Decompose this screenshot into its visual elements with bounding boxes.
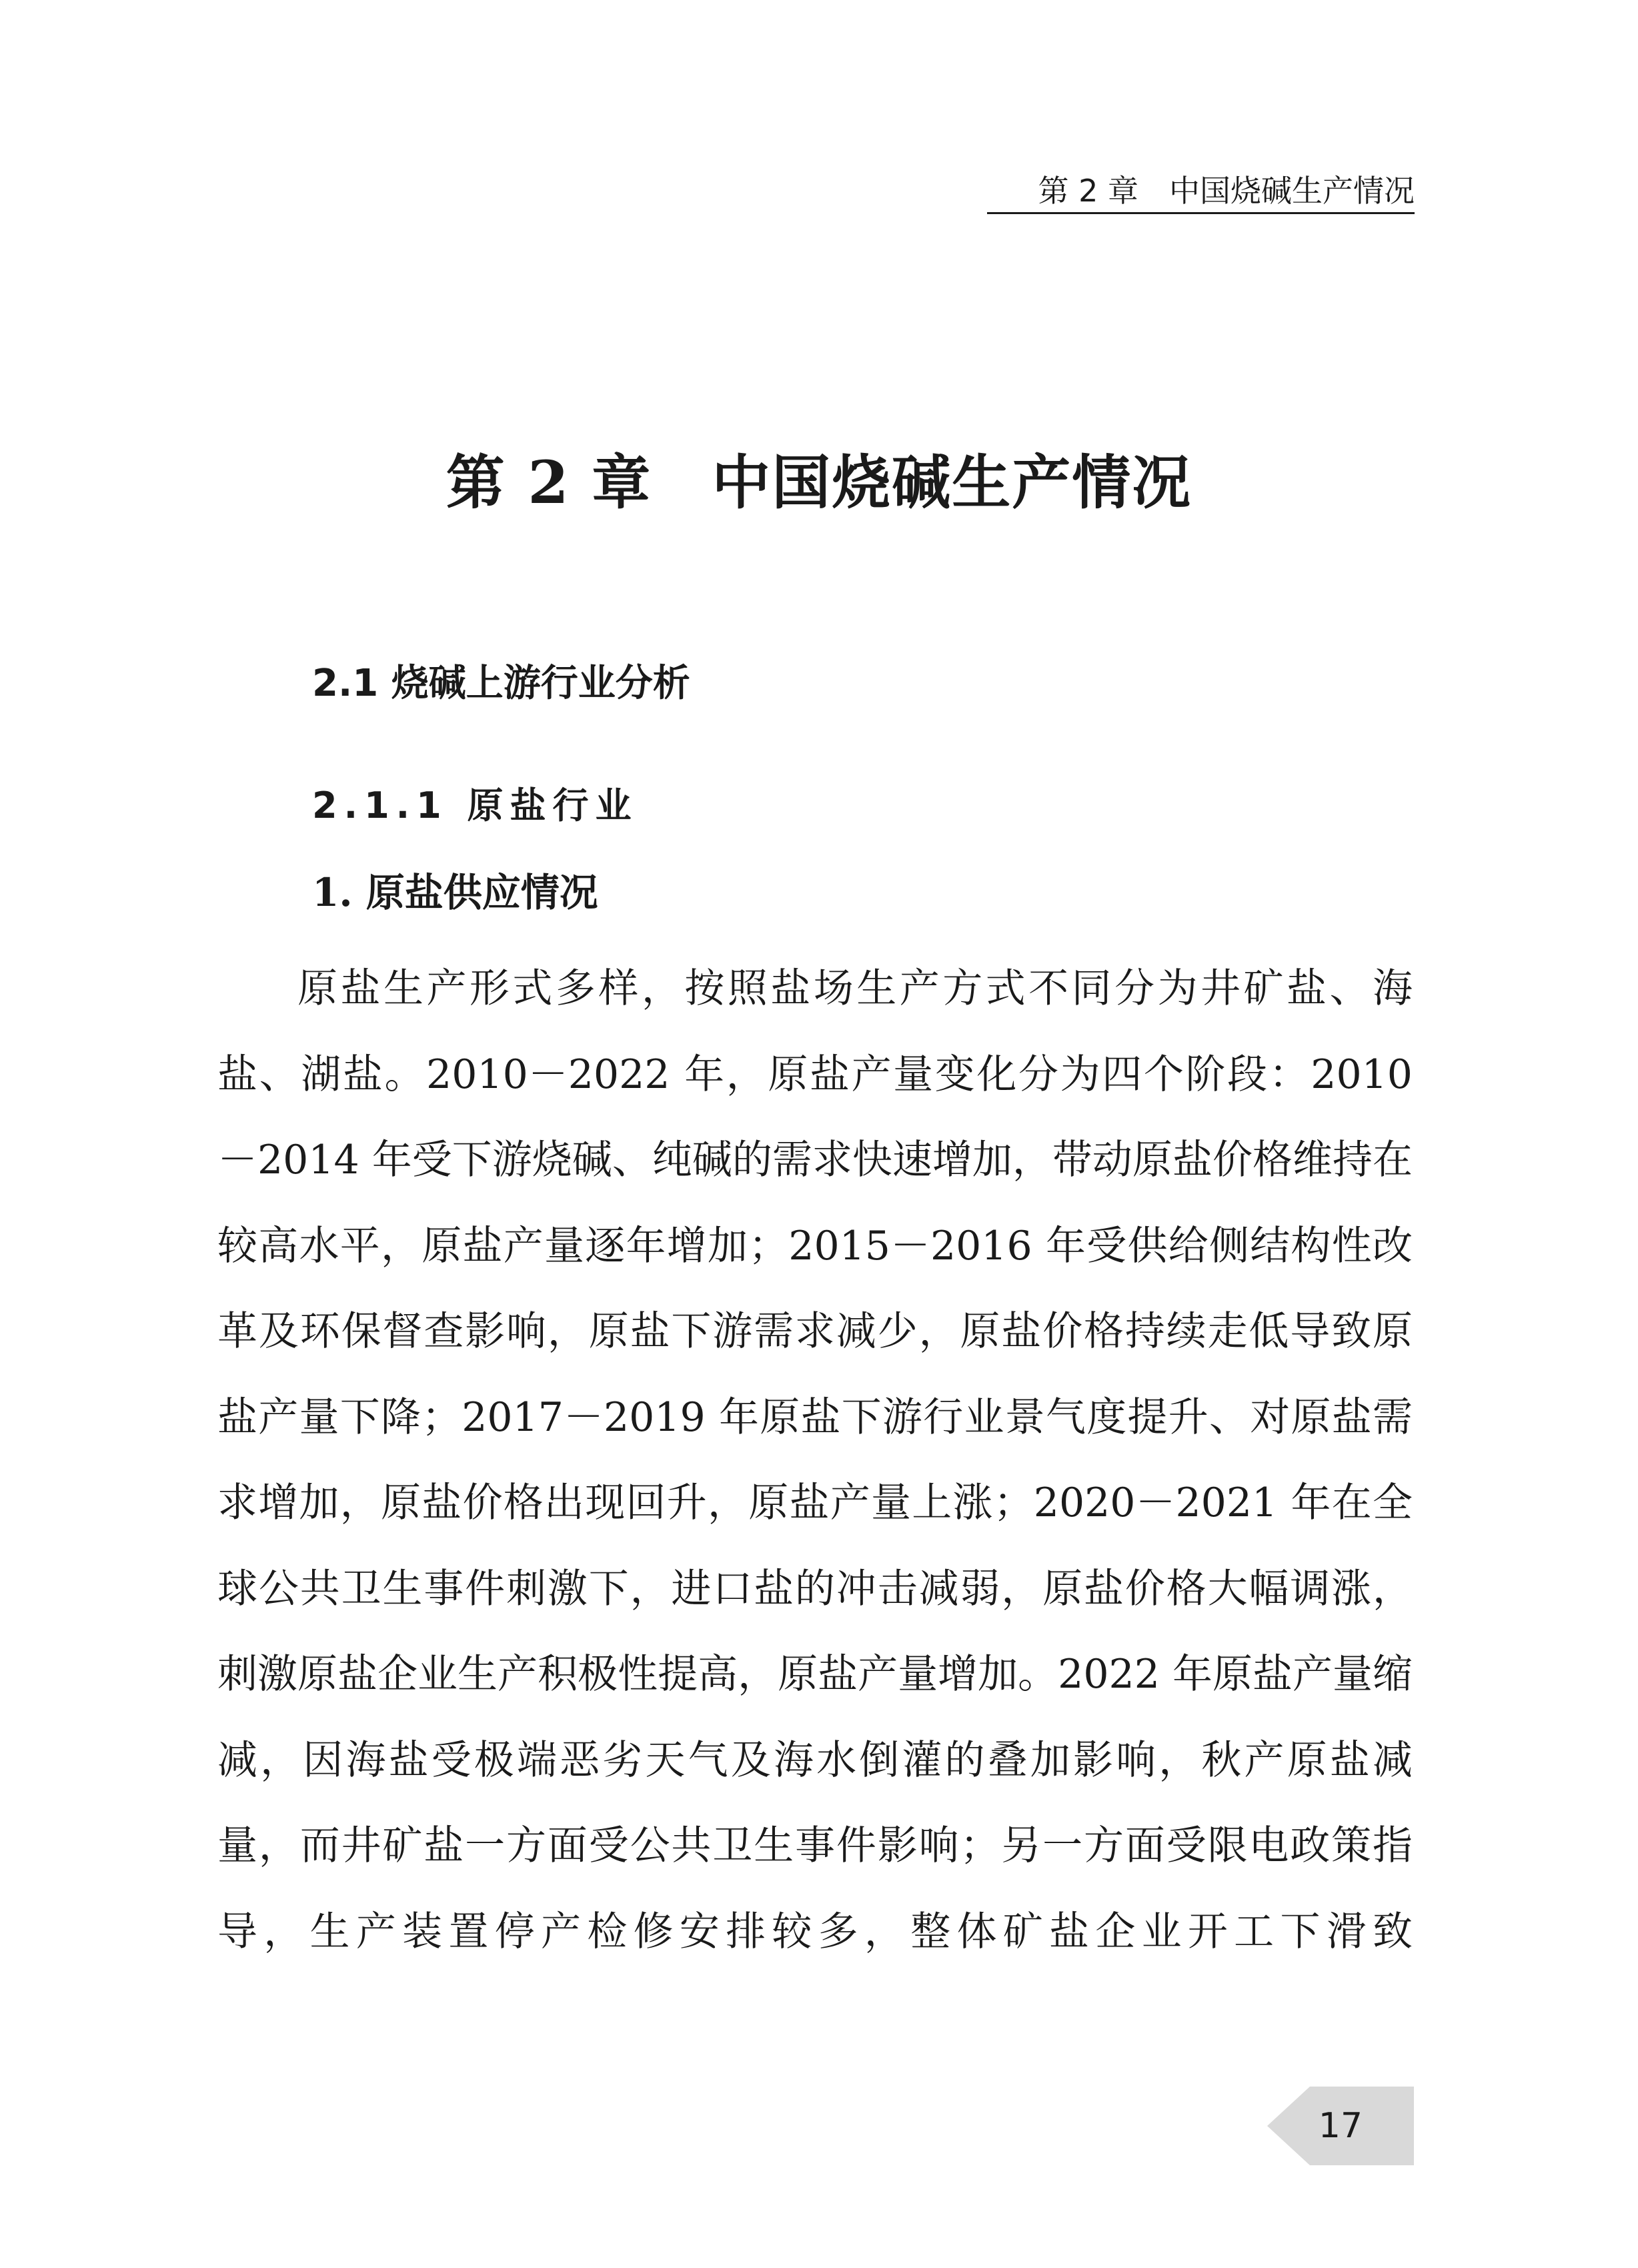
page-number: 17 [1318, 2106, 1363, 2146]
page-number-badge [1267, 2087, 1414, 2165]
body-paragraph: 原盐生产形式多样，按照盐场生产方式不同分为井矿盐、海盐、湖盐。2010－2022 年，原盐产量变化分为四个阶段：2010－2014 年受下游烧碱、纯碱的需求快速增加，带动原盐价格维持在较高水平，原盐产量逐年增加；2015－2016 年受供给侧结构性改革及环保督查影响，原盐下游需求减少，原盐价格持续走低导致原盐产量下降；2017－2019 年原盐下游行业景气度提升、对原盐需求增加，原盐价格出现回升，原盐产量上涨；2020－2021 年在全球公共卫生事件刺激下，进口盐的冲击减弱，原盐价格大幅调涨，刺激原盐企业生产积极性提高，原盐产量增加。2022 年原盐产量缩减，因海盐受极端恶劣天气及海水倒灌的叠加影响，秋产原盐减量，而井矿盐一方面受公共卫生事件影响；另一方面受限电政策指导，生产装置停产检修安排较多，整体矿盐企业开工下滑致 [217, 965, 1413, 1955]
running-header: 第 2 章 中国烧碱生产情况 [1038, 173, 1415, 209]
item-heading: 1. 原盐供应情况 [312, 870, 598, 915]
chapter-title: 第 2 章 中国烧碱生产情况 [446, 448, 1192, 517]
subsection-heading: 2.1.1 原盐行业 [312, 784, 638, 826]
section-heading: 2.1 烧碱上游行业分析 [312, 662, 690, 705]
header-rule [987, 212, 1415, 214]
